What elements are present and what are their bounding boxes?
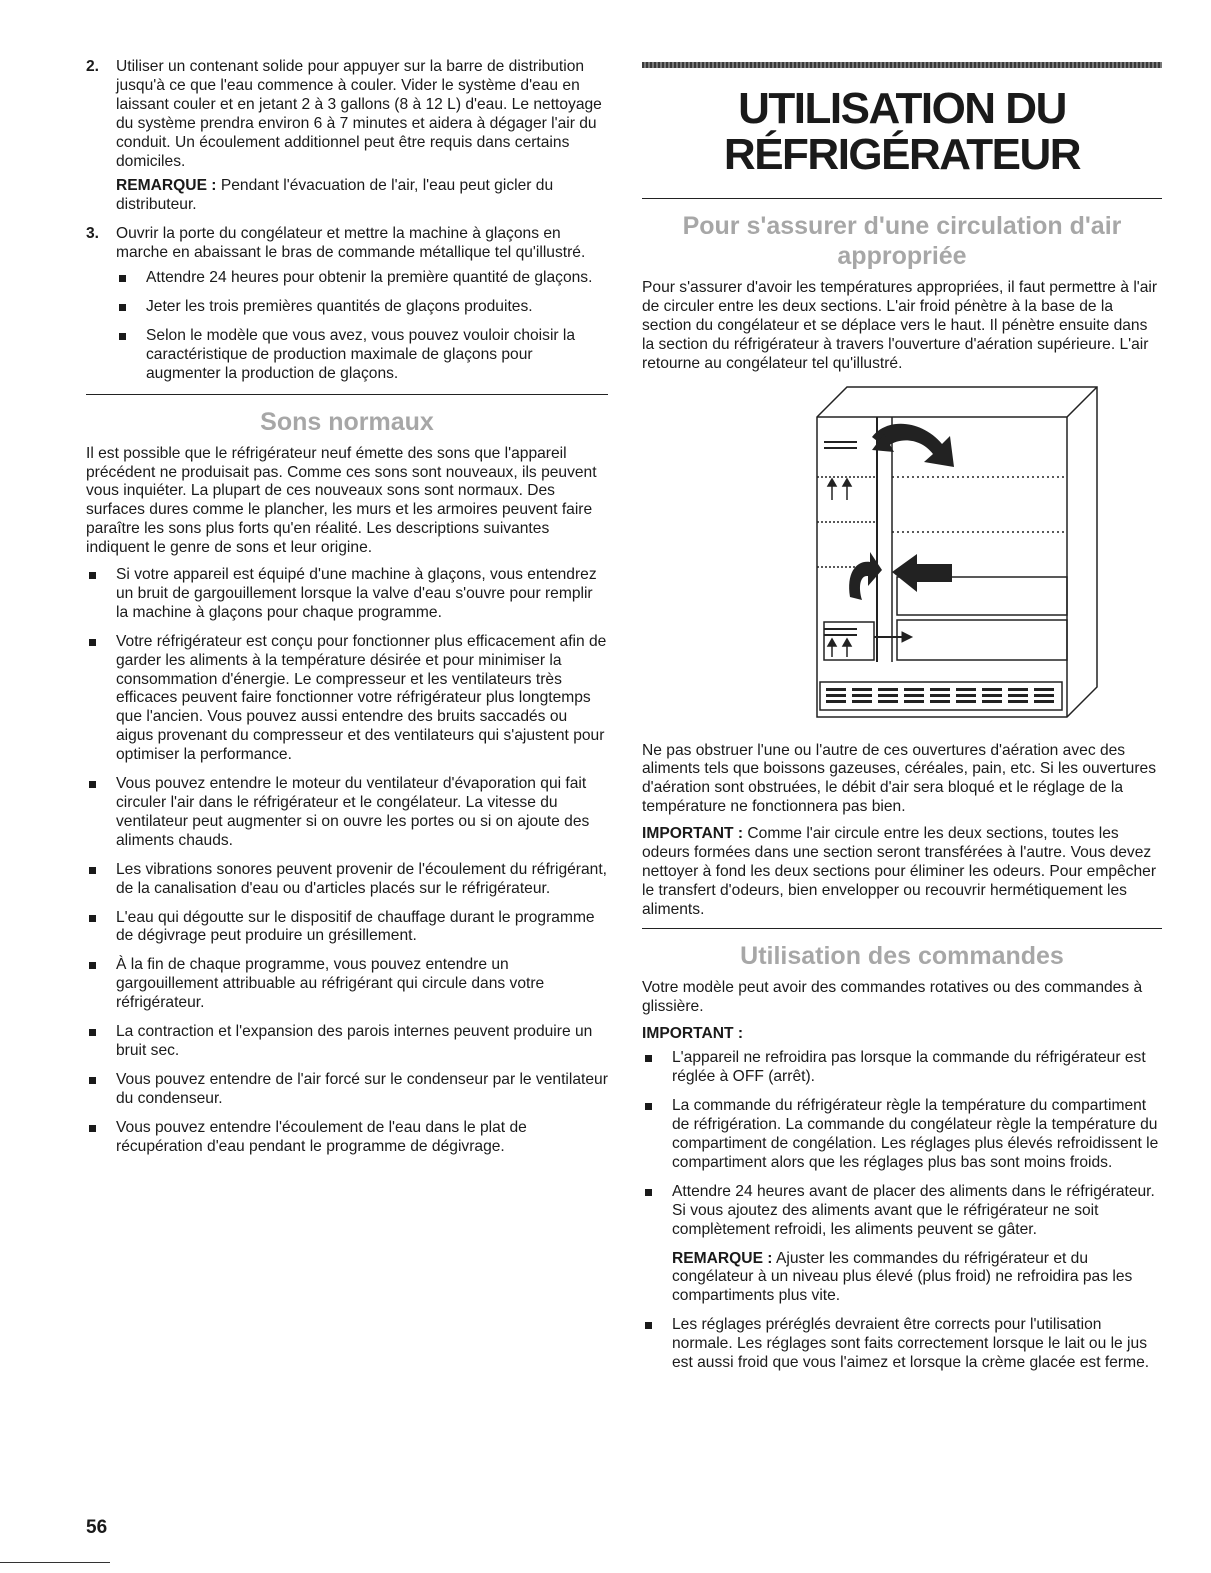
square-bullet-icon — [89, 639, 96, 646]
square-bullet-icon — [89, 915, 96, 922]
list-item: L'appareil ne refroidira pas lorsque la commande du réfrigérateur est réglée à OFF (arrêt). — [642, 1049, 1162, 1087]
note-text: Ajuster les commandes du réfrigérateur et du congélateur à un niveau plus élevé (plus froid) ne refroidira pas les compartiments plus vite. — [672, 1249, 1133, 1305]
square-bullet-icon — [89, 781, 96, 788]
page-number: 56 — [86, 1517, 108, 1538]
page-title — [642, 86, 1162, 178]
square-bullet-icon — [89, 1077, 96, 1084]
page-title-line2: RÉFRIGÉRATEUR — [723, 130, 1081, 179]
step-note — [116, 177, 608, 215]
square-bullet-icon — [89, 1125, 96, 1132]
cabinet-top-edge — [817, 387, 1097, 417]
airflow-arrow-top — [872, 423, 954, 466]
airflow-arrow-return — [849, 552, 952, 600]
square-bullet-icon — [645, 1055, 652, 1062]
circulation-important — [642, 825, 1162, 920]
step-text: Utiliser un contenant solide pour appuyer sur la barre de distribution jusqu'à ce que l'eau commence à couler. Vider le système d'eau en laissant couler et en jetant 2 à 3 gallons (8 à 12 L) d'eau. Le nettoyage du système prendra environ 6 à 7 minutes et aidera à dégager l'air du conduit. Un écoulement additionnel peut être requis dans certains domiciles. — [116, 58, 602, 170]
square-bullet-icon — [89, 572, 96, 579]
list-item: Vous pouvez entendre de l'air forcé sur le condenseur par le ventilateur du condenseur. — [86, 1071, 608, 1109]
important-label: IMPORTANT : — [642, 1024, 744, 1042]
section-title-sons-normaux: Sons normaux — [260, 407, 434, 436]
footer-rule — [0, 1562, 110, 1563]
list-item: Votre réfrigérateur est conçu pour fonctionner plus efficacement afin de garder les aliments à la température désirée et pour minimiser la consommation d'énergie. Le compresseur et les ventilateurs très efficaces peuvent faire fonctionner votre réfrigérateur plus longtemps que l'ancien. Vous pouvez aussi entendre des bruits saccadés ou aigus provenant du compresseur et des ventilateurs qui s'ajustent pour optimiser la performance. — [86, 633, 608, 765]
square-bullet-icon — [119, 333, 126, 340]
commandes-note — [672, 1250, 1162, 1307]
note-text: Pendant l'évacuation de l'air, l'eau peut gicler du distributeur. — [116, 177, 554, 214]
cabinet-outline — [817, 387, 1097, 717]
step-sub-list — [116, 269, 608, 384]
step-3 — [86, 225, 608, 383]
list-item: Jeter les trois premières quantités de glaçons produites. — [116, 298, 608, 317]
left-column — [86, 58, 608, 1167]
note-label: REMARQUE : — [116, 177, 217, 195]
important-text: Comme l'air circule entre les deux sections, toutes les odeurs formées dans une section seront transférées à l'autre. Vous devez nettoyer à fond les deux sections pour éliminer les odeurs. Pour empêcher le transfert d'odeurs, bien envelopper ou recouvrir hermétiquement les aliments. — [642, 825, 1157, 918]
step-number: 3. — [86, 225, 100, 243]
step-number: 2. — [86, 58, 100, 75]
right-column — [642, 58, 1162, 1383]
square-bullet-icon — [89, 962, 96, 969]
square-bullet-icon — [645, 1189, 652, 1196]
section-divider — [642, 198, 1162, 199]
base-grille — [820, 682, 1062, 710]
list-item: Attendre 24 heures pour obtenir la première quantité de glaçons. — [116, 269, 608, 288]
square-bullet-icon — [645, 1103, 652, 1110]
commandes-intro: Votre modèle peut avoir des commandes rotatives ou des commandes à glissière. — [642, 978, 1143, 1015]
square-bullet-icon — [119, 275, 126, 282]
air-circulation-diagram — [802, 382, 1102, 722]
circulation-after: Ne pas obstruer l'une ou l'autre de ces ouvertures d'aération avec des aliments tels que boissons gazeuses, céréales, pain, etc. Si les ouvertures d'aération sont obstruées, le débit d'air sera bloqué et le réglage de la température ne fonctionnera pas bien. — [642, 741, 1156, 816]
list-item: Vous pouvez entendre l'écoulement de l'eau dans le plat de récupération d'eau pendant le programme de dégivrage. — [86, 1119, 608, 1157]
page-title-line1: UTILISATION DU — [738, 84, 1066, 133]
airflow-arrow-bottom — [874, 632, 912, 642]
square-bullet-icon — [119, 304, 126, 311]
list-item: Les réglages préréglés devraient être corrects pour l'utilisation normale. Les réglages sont faits correctement lorsque le lait ou le jus est aussi froid que vous l'aimez et lorsque la crème glacée est ferme. — [642, 1316, 1162, 1373]
title-bar — [642, 62, 1162, 68]
crisper-drawer — [897, 577, 1067, 615]
commandes-important — [642, 1025, 1162, 1044]
square-bullet-icon — [89, 867, 96, 874]
sons-list — [86, 566, 608, 1156]
section-divider — [86, 394, 608, 395]
list-item: Vous pouvez entendre le moteur du ventilateur d'évaporation qui fait circuler l'air dans le réfrigérateur et le congélateur. La vitesse du ventilateur peut augmenter si on ouvre les portes ou si on ajoute des aliments chauds. — [86, 775, 608, 851]
list-item: Attendre 24 heures avant de placer des aliments dans le réfrigérateur. Si vous ajoutez des aliments avant que le réfrigérateur ne soit complètement refroidi, les aliments peuvent se gâter. REMARQUE : Ajuster les commandes du réfrigérateur et du congélateur à un niveau plus élevé (plus froid) ne refroidira pas les compartiments plus vite. — [642, 1183, 1162, 1306]
circulation-intro: Pour s'assurer d'avoir les températures appropriées, il faut permettre à l'air de circuler entre les deux sections. L'air froid pénètre à la base de la section du congélateur et se déplace vers le haut. Il pénètre ensuite dans la section du réfrigérateur à travers l'ouverture d'aération supérieure. L'air retourne au congélateur tel qu'illustré. — [642, 279, 1158, 372]
step-2 — [86, 58, 608, 215]
note-label: REMARQUE : — [672, 1249, 773, 1267]
list-item: Les vibrations sonores peuvent provenir de l'écoulement du réfrigérant, de la canalisation d'eau ou d'articles placés sur le réfrigérateur. — [86, 861, 608, 899]
list-item: L'eau qui dégoutte sur le dispositif de chauffage durant le programme de dégivrage peut produire un grésillement. — [86, 909, 608, 947]
list-item: Selon le modèle que vous avez, vous pouvez vouloir choisir la caractéristique de production maximale de glaçons pour augmenter la production de glaçons. — [116, 327, 608, 384]
square-bullet-icon — [89, 1029, 96, 1036]
section-title-circulation: Pour s'assurer d'une circulation d'air appropriée — [682, 212, 1122, 270]
step-text: Ouvrir la porte du congélateur et mettre la machine à glaçons en marche en abaissant le bras de commande métallique tel qu'illustré. — [116, 225, 586, 262]
list-item: La commande du réfrigérateur règle la température du compartiment de réfrigération. La commande du congélateur règle la température du compartiment de congélation. Les réglages plus élevés refroidissent le compartiment alors que les réglages plus bas sont moins froids. — [642, 1097, 1162, 1173]
crisper-drawer — [897, 620, 1067, 660]
important-label: IMPORTANT : — [642, 825, 744, 843]
section-title-commandes: Utilisation des commandes — [740, 941, 1064, 970]
section-divider — [642, 928, 1162, 929]
list-item: À la fin de chaque programme, vous pouvez entendre un gargouillement attribuable au réfrigérant qui circule dans votre réfrigérateur. — [86, 956, 608, 1013]
sons-intro: Il est possible que le réfrigérateur neuf émette des sons que l'appareil précédent ne produisait pas. Comme ces sons sont nouveaux, ils peuvent vous inquiéter. La plupart de ces nouveaux sons sont normaux. Des surfaces dures comme le plancher, les murs et les armoires peuvent faire paraître les sons plus forts qu'en réalité. Les descriptions suivantes indiquent le genre de sons et leur origine. — [86, 444, 597, 557]
refrigerator-diagram-svg — [802, 382, 1102, 722]
list-item: Si votre appareil est équipé d'une machine à glaçons, vous entendrez un bruit de gargouillement lorsque la valve d'eau s'ouvre pour remplir la machine à glaçons pour chaque programme. — [86, 566, 608, 623]
commandes-list — [642, 1049, 1162, 1373]
list-item: La contraction et l'expansion des parois internes peuvent produire un bruit sec. — [86, 1023, 608, 1061]
square-bullet-icon — [645, 1322, 652, 1329]
